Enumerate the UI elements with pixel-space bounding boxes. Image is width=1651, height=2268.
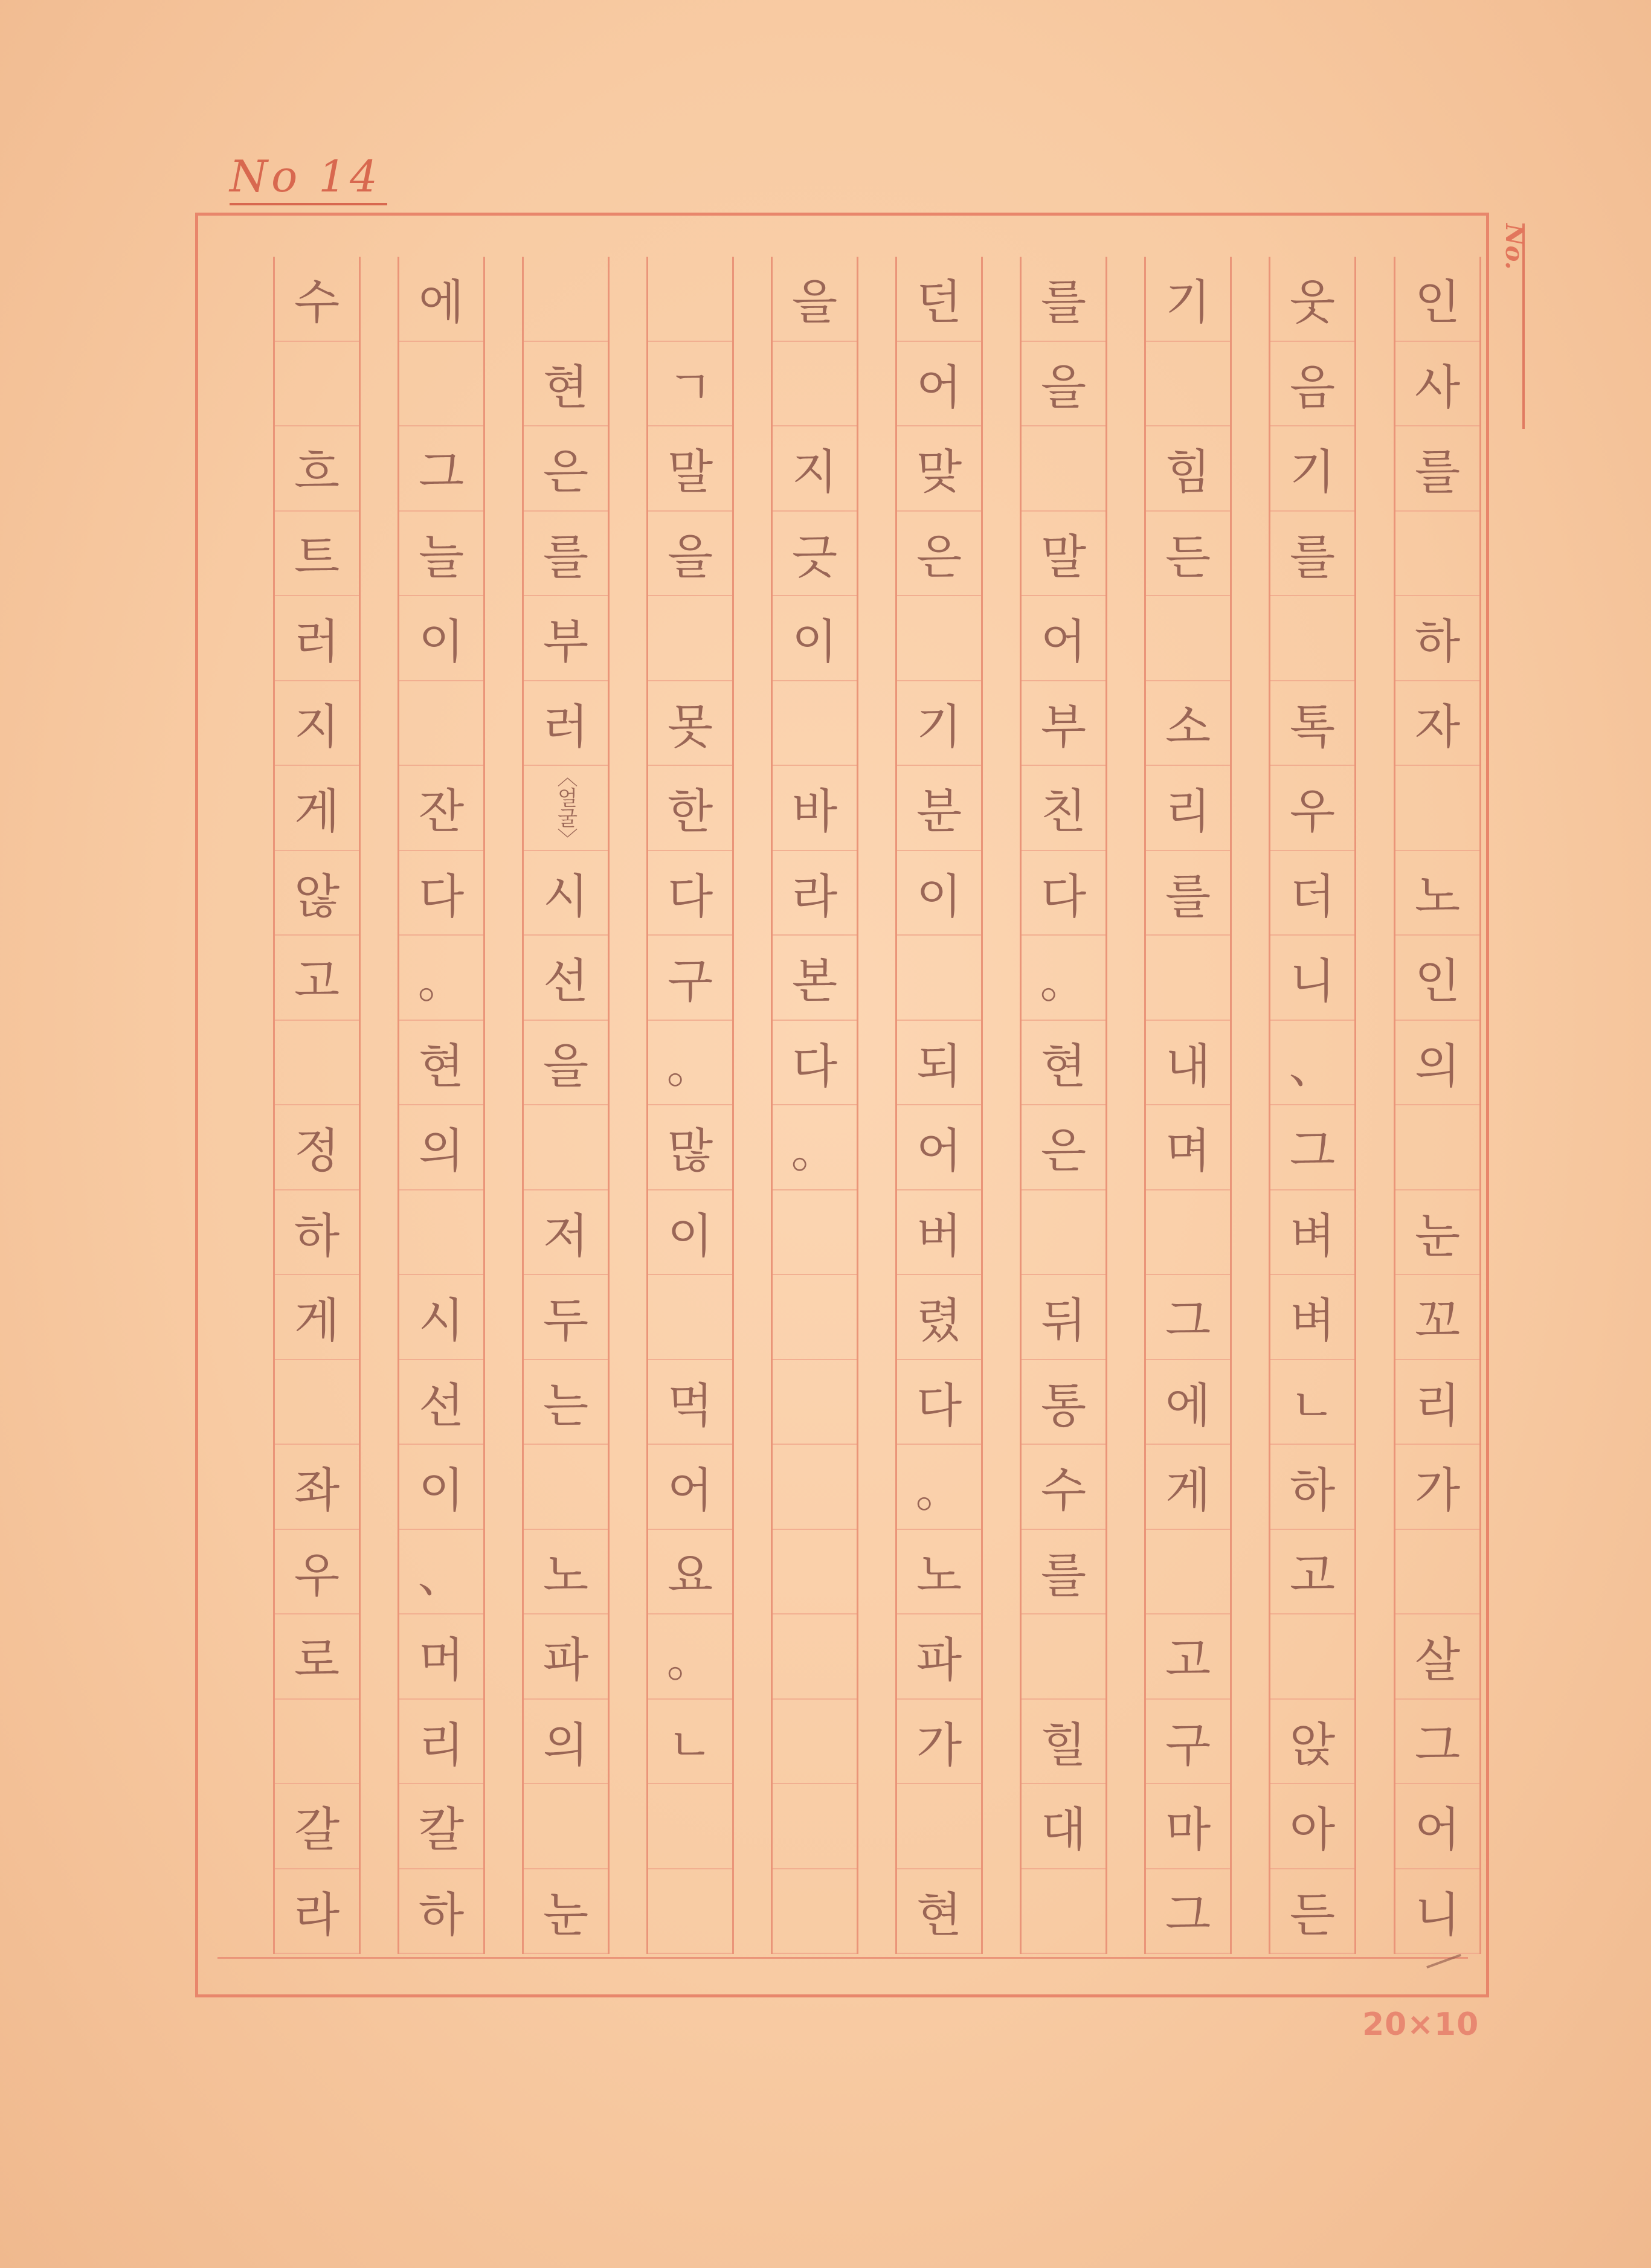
grid-cell: 뒤 [1022, 1275, 1105, 1360]
grid-cell: 현 [524, 342, 608, 427]
grid-column [1144, 257, 1232, 1954]
grid-cell: 은 [1022, 1105, 1105, 1190]
grid-cell: 꼬 [1395, 1275, 1479, 1360]
grid-column [1394, 257, 1481, 1954]
grid-cell: 어 [1022, 596, 1105, 681]
grid-cell [1395, 1530, 1479, 1615]
grid-cell [1022, 1614, 1105, 1700]
grid-cell [897, 1784, 981, 1869]
grid-cell: 우 [275, 1530, 359, 1615]
grid-cell [648, 596, 732, 681]
grid-cell: 톡 [1270, 681, 1354, 766]
grid-cell: 의 [1395, 1021, 1479, 1106]
grid-cell: 인 [1395, 936, 1479, 1021]
grid-cell: 친 [1022, 766, 1105, 851]
grid-cell: 하 [1270, 1445, 1354, 1530]
grid-cell: 게 [275, 766, 359, 851]
grid-cell [275, 1021, 359, 1106]
grid-cell: 고 [1146, 1614, 1230, 1700]
grid-column [771, 257, 858, 1954]
grid-cell: 칼 [399, 1784, 483, 1869]
grid-cell: 두 [524, 1275, 608, 1360]
grid-cell: 지 [773, 426, 857, 512]
grid-cell: 의 [524, 1700, 608, 1785]
grid-cell [275, 1360, 359, 1445]
grid-cell: 한 [648, 766, 732, 851]
grid-cell: 를 [1146, 851, 1230, 936]
grid-cell [773, 342, 857, 427]
grid-cell: 。 [648, 1021, 732, 1106]
grid-bottom-rule [217, 1957, 1468, 1959]
grid-cell [275, 342, 359, 427]
grid-cell: 시 [399, 1275, 483, 1360]
grid-cell [1146, 1530, 1230, 1615]
grid-cell [773, 1275, 857, 1360]
grid-cell: 벼 [1270, 1190, 1354, 1276]
grid-cell: 본 [773, 936, 857, 1021]
grid-cell: 않 [275, 851, 359, 936]
grid-cell: 음 [1270, 342, 1354, 427]
grid-cell [1146, 1190, 1230, 1276]
grid-cell: 더 [1270, 851, 1354, 936]
grid-cell: 를 [1270, 512, 1354, 597]
grid-cell: 맞 [897, 426, 981, 512]
grid-cell: 먹 [648, 1360, 732, 1445]
grid-cell: 。 [773, 1105, 857, 1190]
grid-cell: 를 [1022, 257, 1105, 342]
grid-cell: 을 [773, 257, 857, 342]
grid-cell: 든 [1146, 512, 1230, 597]
grid-cell: 시 [524, 851, 608, 936]
grid-cell: 게 [1146, 1445, 1230, 1530]
grid-cell: 파 [897, 1614, 981, 1700]
grid-cell: 구 [1146, 1700, 1230, 1785]
grid-cell [275, 1700, 359, 1785]
grid-cell [399, 681, 483, 766]
grid-cell: 머 [399, 1614, 483, 1700]
grid-cell: 늘 [399, 512, 483, 597]
side-number-label [1500, 223, 1528, 429]
grid-cell: 그 [399, 426, 483, 512]
grid-cell: 니 [1270, 936, 1354, 1021]
grid-cell: 많 [648, 1105, 732, 1190]
grid-cell: 기 [897, 681, 981, 766]
grid-cell [773, 1869, 857, 1955]
grid-cell: 되 [897, 1021, 981, 1106]
grid-cell: 러 [524, 681, 608, 766]
grid-cell: 저 [524, 1190, 608, 1276]
grid-cell [1395, 512, 1479, 597]
grid-cell: 을 [1022, 342, 1105, 427]
grid-cell: 그 [1146, 1869, 1230, 1955]
grid-cell: 좌 [275, 1445, 359, 1530]
grid-cell: 흐 [275, 426, 359, 512]
grid-cell [648, 1784, 732, 1869]
grid-cell: 내 [1146, 1021, 1230, 1106]
grid-cell [524, 1105, 608, 1190]
grid-cell: 을 [648, 512, 732, 597]
grid-cell [399, 342, 483, 427]
grid-cell: 의 [399, 1105, 483, 1190]
grid-cell: 니 [1395, 1869, 1479, 1955]
grid-column [397, 257, 485, 1954]
grid-cell: 말 [1022, 512, 1105, 597]
grid-cell [1270, 596, 1354, 681]
grid-cell: 말 [648, 426, 732, 512]
grid-cell: 던 [897, 257, 981, 342]
grid-column [1269, 257, 1356, 1954]
grid-cell: 긋 [773, 512, 857, 597]
grid-cell [399, 1190, 483, 1276]
side-number-text: No. [1500, 223, 1528, 270]
grid-cell: 웃 [1270, 257, 1354, 342]
grid-cell: 다 [399, 851, 483, 936]
grid-format-label: 20×10 [1362, 2006, 1479, 2043]
grid-cell: 부 [1022, 681, 1105, 766]
grid-cell: 라 [773, 851, 857, 936]
grid-column [895, 257, 983, 1954]
grid-cell: 소 [1146, 681, 1230, 766]
grid-cell [773, 1190, 857, 1276]
grid-cell: 어 [897, 342, 981, 427]
grid-cell: 살 [1395, 1614, 1479, 1700]
grid-cell [1022, 1190, 1105, 1276]
grid-cell: 사 [1395, 342, 1479, 427]
grid-cell: 러 [275, 596, 359, 681]
grid-cell [773, 1445, 857, 1530]
grid-cell: 가 [897, 1700, 981, 1785]
grid-cell: 아 [1270, 1784, 1354, 1869]
grid-column [1020, 257, 1107, 1954]
grid-cell: 버 [897, 1190, 981, 1276]
grid-cell [1395, 1105, 1479, 1190]
grid-cell: 이 [897, 851, 981, 936]
grid-cell: 구 [648, 936, 732, 1021]
grid-cell: 노 [1395, 851, 1479, 936]
grid-cell [1146, 342, 1230, 427]
grid-cell: 를 [1022, 1530, 1105, 1615]
grid-cell: 그 [1395, 1700, 1479, 1785]
grid-cell: 다 [1022, 851, 1105, 936]
grid-cell: 하 [399, 1869, 483, 1955]
grid-cell: 노 [897, 1530, 981, 1615]
grid-cell: 이 [399, 596, 483, 681]
grid-cell: 고 [1270, 1530, 1354, 1615]
grid-cell: 는 [524, 1360, 608, 1445]
grid-cell [524, 1784, 608, 1869]
grid-cell [1146, 936, 1230, 1021]
grid-cell: 에 [1146, 1360, 1230, 1445]
grid-cell [773, 1530, 857, 1615]
grid-cell: 수 [275, 257, 359, 342]
grid-cell: 현 [1022, 1021, 1105, 1106]
grid-cell: 로 [275, 1614, 359, 1700]
grid-cell: 갈 [275, 1784, 359, 1869]
grid-cell: 대 [1022, 1784, 1105, 1869]
grid-cell: 、 [1270, 1021, 1354, 1106]
grid-cell: 기 [1146, 257, 1230, 342]
grid-cell [648, 1869, 732, 1955]
grid-cell: 이 [648, 1190, 732, 1276]
grid-cell: ㄱ [648, 342, 732, 427]
grid-cell: 바 [773, 766, 857, 851]
grid-cell: 파 [524, 1614, 608, 1700]
grid-cell: 은 [524, 426, 608, 512]
grid-cell: 눈 [524, 1869, 608, 1955]
grid-cell: 현 [897, 1869, 981, 1955]
grid-cell: 이 [399, 1445, 483, 1530]
grid-cell: 리 [1146, 766, 1230, 851]
grid-cell [1146, 596, 1230, 681]
grid-column [646, 257, 734, 1954]
grid-column [522, 257, 610, 1954]
grid-cell: 게 [275, 1275, 359, 1360]
grid-cell: 렸 [897, 1275, 981, 1360]
grid-cell [1395, 766, 1479, 851]
grid-cell [773, 1614, 857, 1700]
grid-cell: 를 [524, 512, 608, 597]
grid-cell [524, 1445, 608, 1530]
grid-cell: 선 [524, 936, 608, 1021]
grid-cell: 、 [399, 1530, 483, 1615]
grid-cell [1022, 1869, 1105, 1955]
grid-cell [773, 1784, 857, 1869]
grid-cell: 든 [1270, 1869, 1354, 1955]
grid-cell: 마 [1146, 1784, 1230, 1869]
grid-cell [897, 596, 981, 681]
grid-cell: 수 [1022, 1445, 1105, 1530]
grid-cell: 인 [1395, 257, 1479, 342]
grid-cell: 다 [773, 1021, 857, 1106]
grid-cell: 。 [648, 1614, 732, 1700]
grid-cell: 분 [897, 766, 981, 851]
manuscript-grid [231, 257, 1460, 1954]
grid-cell [897, 936, 981, 1021]
grid-column [273, 257, 361, 1954]
grid-cell: 현 [399, 1021, 483, 1106]
grid-cell: 다 [648, 851, 732, 936]
grid-cell: 다 [897, 1360, 981, 1445]
grid-cell: 하 [275, 1190, 359, 1276]
grid-cell: 며 [1146, 1105, 1230, 1190]
grid-cell: 어 [1395, 1784, 1479, 1869]
grid-cell: 하 [1395, 596, 1479, 681]
grid-cell: 눈 [1395, 1190, 1479, 1276]
grid-cell: 리 [1395, 1360, 1479, 1445]
grid-cell: 통 [1022, 1360, 1105, 1445]
grid-cell [773, 681, 857, 766]
grid-cell [1270, 1614, 1354, 1700]
grid-cell: 그 [1270, 1105, 1354, 1190]
grid-cell: 고 [275, 936, 359, 1021]
grid-cell: 。 [897, 1445, 981, 1530]
grid-cell: 잔 [399, 766, 483, 851]
grid-cell: 앉 [1270, 1700, 1354, 1785]
grid-cell: 에 [399, 257, 483, 342]
grid-cell: 。 [1022, 936, 1105, 1021]
grid-cell: 정 [275, 1105, 359, 1190]
grid-cell: 힘 [1146, 426, 1230, 512]
grid-cell: 자 [1395, 681, 1479, 766]
grid-cell: 리 [399, 1700, 483, 1785]
grid-cell: 。 [399, 936, 483, 1021]
grid-cell [1022, 426, 1105, 512]
grid-cell: 트 [275, 512, 359, 597]
grid-cell: 어 [897, 1105, 981, 1190]
grid-cell: ㄴ [648, 1700, 732, 1785]
grid-cell: 라 [275, 1869, 359, 1955]
page-number: No 14 [230, 151, 387, 205]
grid-cell [524, 257, 608, 342]
grid-cell: 기 [1270, 426, 1354, 512]
grid-cell: 를 [1395, 426, 1479, 512]
grid-cell: 벼 [1270, 1275, 1354, 1360]
grid-cell [773, 1700, 857, 1785]
grid-cell: 선 [399, 1360, 483, 1445]
grid-cell: 〈얼굴〉 [524, 766, 608, 851]
grid-cell [648, 1275, 732, 1360]
grid-cell: 우 [1270, 766, 1354, 851]
grid-cell: 노 [524, 1530, 608, 1615]
grid-cell [773, 1360, 857, 1445]
grid-cell [648, 257, 732, 342]
grid-cell: 부 [524, 596, 608, 681]
grid-cell: 그 [1146, 1275, 1230, 1360]
grid-cell: 을 [524, 1021, 608, 1106]
grid-cell: 힐 [1022, 1700, 1105, 1785]
grid-cell: 가 [1395, 1445, 1479, 1530]
grid-cell: 요 [648, 1530, 732, 1615]
grid-cell: 어 [648, 1445, 732, 1530]
grid-cell: 못 [648, 681, 732, 766]
grid-cell: 은 [897, 512, 981, 597]
grid-cell: ㄴ [1270, 1360, 1354, 1445]
grid-cell: 이 [773, 596, 857, 681]
grid-cell: 지 [275, 681, 359, 766]
